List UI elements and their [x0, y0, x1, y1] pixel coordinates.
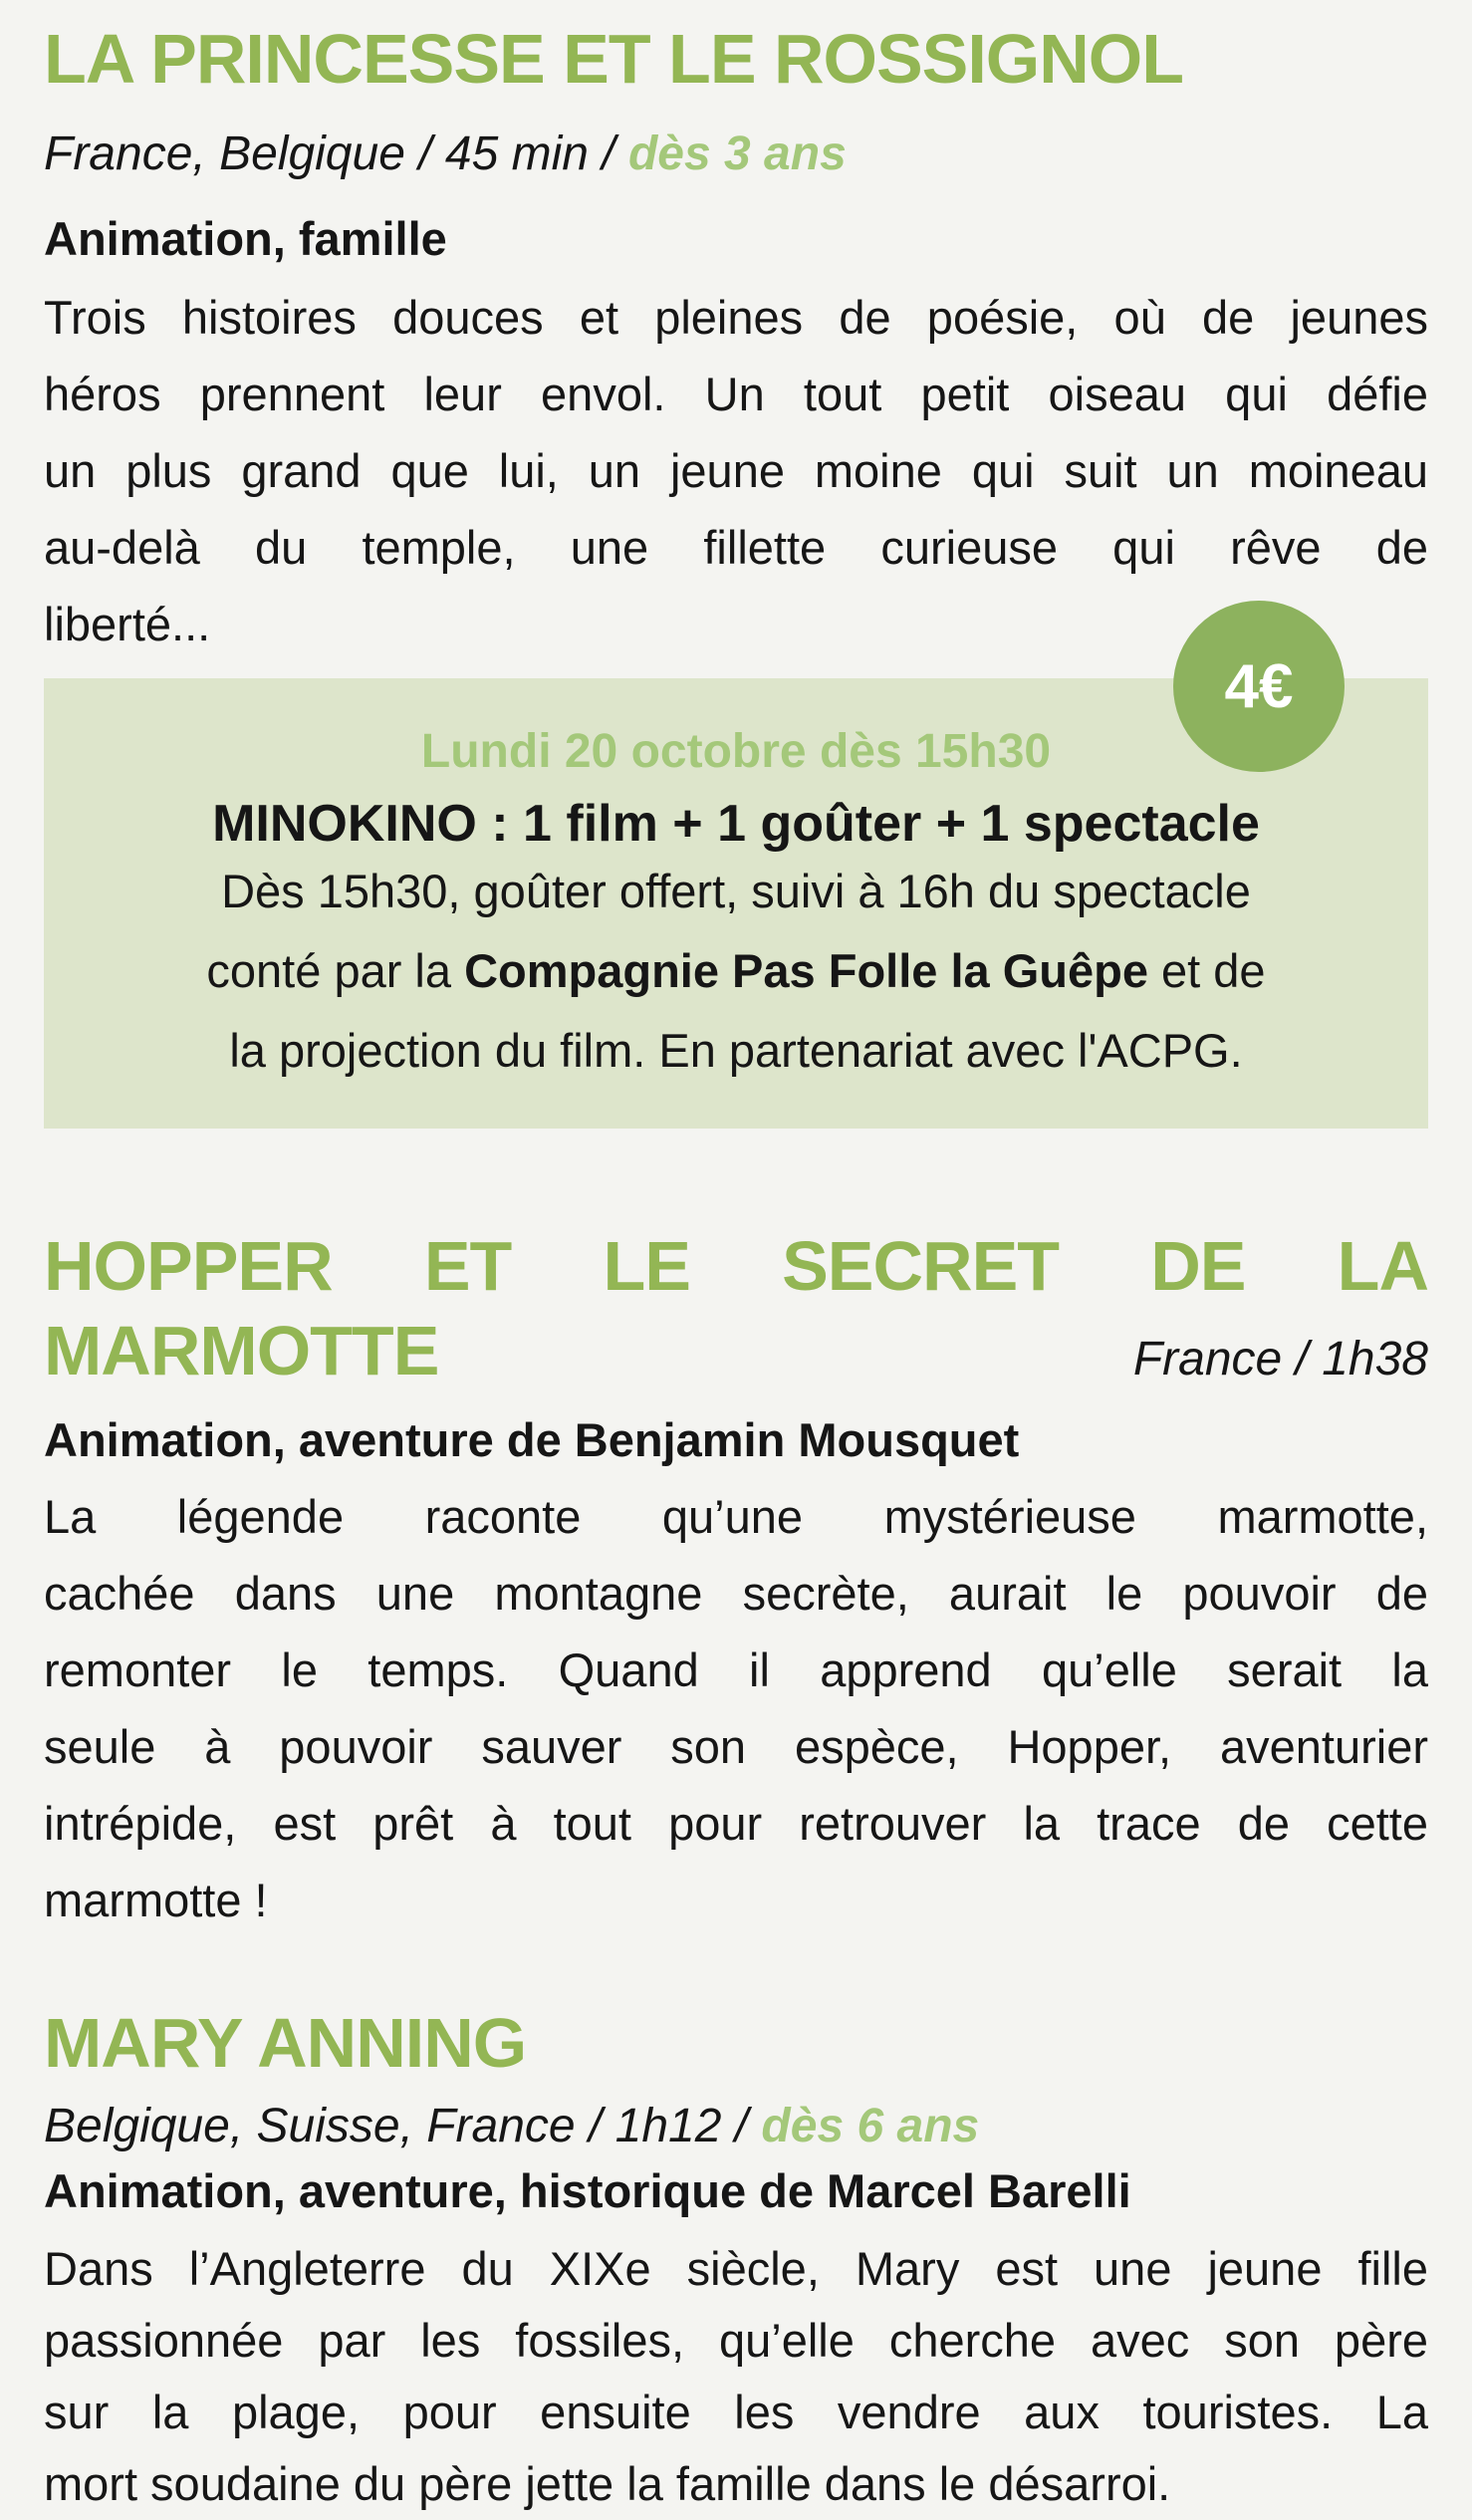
synopsis-line: sur la plage, pour ensuite les vendre aux touristes. La: [44, 2386, 1428, 2438]
event-box-minokino: [44, 651, 1428, 1129]
film-genre: Animation, famille: [44, 212, 447, 265]
synopsis-line: Dans l’Angleterre du XIXe siècle, Mary est une jeune fille: [44, 2242, 1428, 2295]
synopsis-line: intrépide, est prêt à tout pour retrouver la trace de cette: [44, 1797, 1428, 1850]
synopsis-line: seule à pouvoir sauver son espèce, Hopper, aventurier: [44, 1720, 1428, 1773]
film-meta: [44, 2098, 1428, 2155]
price-badge: 4€: [1173, 601, 1345, 772]
event-detail-line: Dès 15h30, goûter offert, suivi à 16h du spectacle: [221, 865, 1251, 917]
film-age-rating: dès 6 ans: [761, 2100, 980, 2152]
event-date: Lundi 20 octobre dès 15h30: [420, 725, 1052, 778]
synopsis-line: cachée dans une montagne secrète, aurait le pouvoir de: [44, 1567, 1428, 1620]
event-detail-line: la projection du film. En partenariat avec l'ACPG.: [229, 1024, 1243, 1077]
film-title-line-1: HOPPER ET LE SECRET DE LA: [44, 1227, 1428, 1305]
event-offer: MINOKINO : 1 film + 1 goûter + 1 spectacle: [212, 795, 1260, 853]
synopsis-line: marmotte !: [44, 1874, 268, 1926]
film-meta: [44, 126, 1428, 183]
film-genre: Animation, aventure de Benjamin Mousquet: [44, 1413, 1020, 1466]
film-synopsis: [44, 1478, 1428, 1938]
event-detail-text: et de: [1147, 944, 1266, 997]
film-synopsis: [44, 2233, 1428, 2520]
film-section-mary-anning: [44, 2004, 1428, 2520]
synopsis-line: remonter le temps. Quand il apprend qu’elle serait la: [44, 1643, 1428, 1696]
event-detail-text: conté par la: [206, 944, 465, 997]
film-title-line-2: MARMOTTE: [44, 1312, 439, 1389]
synopsis-line: liberté...: [44, 598, 211, 650]
synopsis-line: un plus grand que lui, un jeune moine qui suit un moineau: [44, 444, 1428, 497]
film-title-row: [44, 1312, 1428, 1389]
film-meta-country-duration: France / 1h38: [1132, 1333, 1428, 1386]
event-company-name: Compagnie Pas Folle la Guêpe: [464, 944, 1148, 997]
film-section-hopper: [44, 1227, 1428, 1938]
film-section-la-princesse: [44, 0, 1428, 1129]
film-genre: Animation, aventure, historique de Marcel Barelli: [44, 2164, 1131, 2217]
synopsis-line: passionnée par les fossiles, qu’elle cherche avec son père: [44, 2314, 1428, 2367]
film-title: MARY ANNING: [44, 2004, 527, 2082]
synopsis-line: héros prennent leur envol. Un tout petit oiseau qui défie: [44, 368, 1428, 420]
synopsis-line: La légende raconte qu’une mystérieuse marmotte,: [44, 1490, 1428, 1543]
film-synopsis: [44, 279, 1428, 662]
synopsis-line: mort soudaine du père jette la famille dans le désarroi.: [44, 2457, 1171, 2510]
event-detail-line: [44, 931, 1428, 1011]
film-age-rating: dès 3 ans: [627, 127, 847, 180]
synopsis-line: au-delà du temple, une fillette curieuse qui rêve de: [44, 521, 1428, 574]
film-title: LA PRINCESSE ET LE ROSSIGNOL: [44, 20, 1183, 98]
synopsis-line: Trois histoires douces et pleines de poésie, où de jeunes: [44, 291, 1428, 344]
film-meta-countries-duration: Belgique, Suisse, France / 1h12 /: [44, 2100, 762, 2152]
film-meta-countries-duration: France, Belgique / 45 min /: [44, 127, 628, 180]
